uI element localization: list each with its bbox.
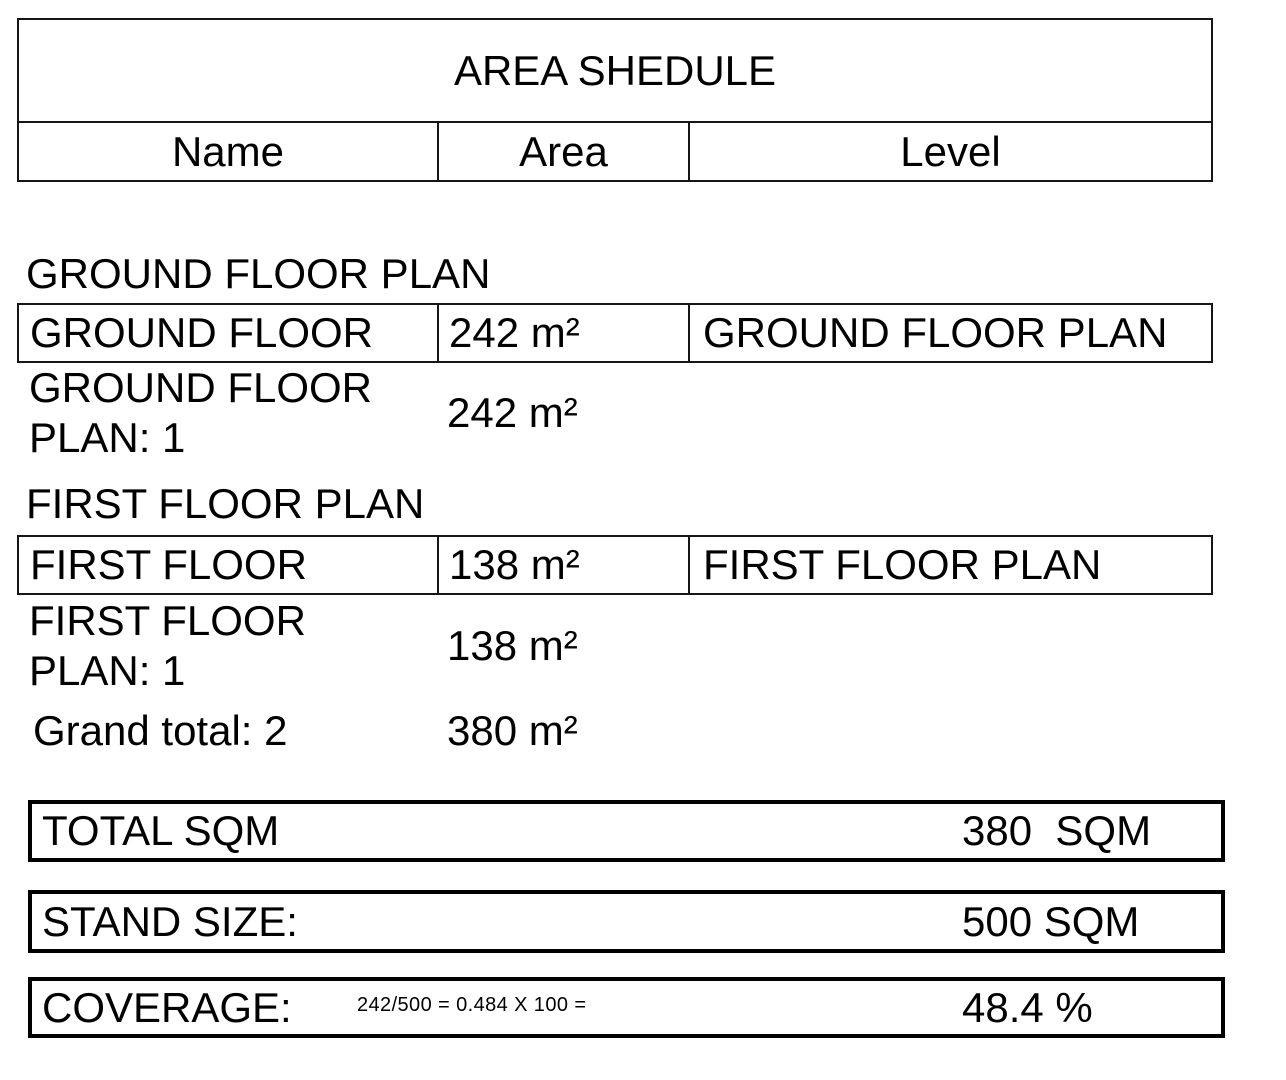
cell-name: FIRST FLOOR <box>19 537 439 593</box>
cell-level: FIRST FLOOR PLAN <box>703 541 1102 589</box>
table-row-first-floor <box>17 535 1213 595</box>
coverage-formula: 242/500 = 0.484 X 100 = <box>357 993 587 1016</box>
section-header-first-floor-plan: FIRST FLOOR PLAN <box>26 480 425 527</box>
schedule-header-table <box>17 18 1213 182</box>
total-sqm-box <box>28 800 1225 862</box>
total-sqm-value: 380 SQM <box>962 807 1152 855</box>
grand-total-label: Grand total: 2 <box>33 707 288 754</box>
subtotal-row-ground-floor <box>17 363 1213 463</box>
coverage-label: COVERAGE: <box>42 983 292 1031</box>
column-header-level: Level <box>900 127 1001 175</box>
subtotal-row-first-floor <box>17 596 1213 696</box>
cell-area: 242 m² <box>439 305 690 361</box>
subtotal-area: 242 m² <box>447 389 578 436</box>
stand-size-label: STAND SIZE: <box>42 897 298 945</box>
grand-total-row <box>17 706 1213 756</box>
subtotal-name: GROUND FLOOR PLAN: 1 <box>29 364 373 461</box>
cell-area: 138 m² <box>439 537 690 593</box>
cell-name: GROUND FLOOR <box>19 305 439 361</box>
cell-level: GROUND FLOOR PLAN <box>703 309 1168 357</box>
grand-total-area: 380 m² <box>447 707 578 754</box>
subtotal-area: 138 m² <box>447 622 578 669</box>
section-header-ground-floor-plan: GROUND FLOOR PLAN <box>26 250 491 297</box>
stand-size-value: 500 SQM <box>962 897 1140 945</box>
table-row-ground-floor <box>17 303 1213 363</box>
coverage-value: 48.4 % <box>962 983 1093 1031</box>
total-sqm-label: TOTAL SQM <box>42 807 280 855</box>
column-header-area: Area <box>439 123 690 180</box>
column-header-name: Name <box>19 123 439 180</box>
subtotal-name: FIRST FLOOR PLAN: 1 <box>29 597 306 694</box>
coverage-box <box>28 977 1225 1038</box>
schedule-title: AREA SHEDULE <box>19 20 1211 123</box>
schedule-column-headers <box>19 123 1211 180</box>
stand-size-box <box>28 890 1225 953</box>
